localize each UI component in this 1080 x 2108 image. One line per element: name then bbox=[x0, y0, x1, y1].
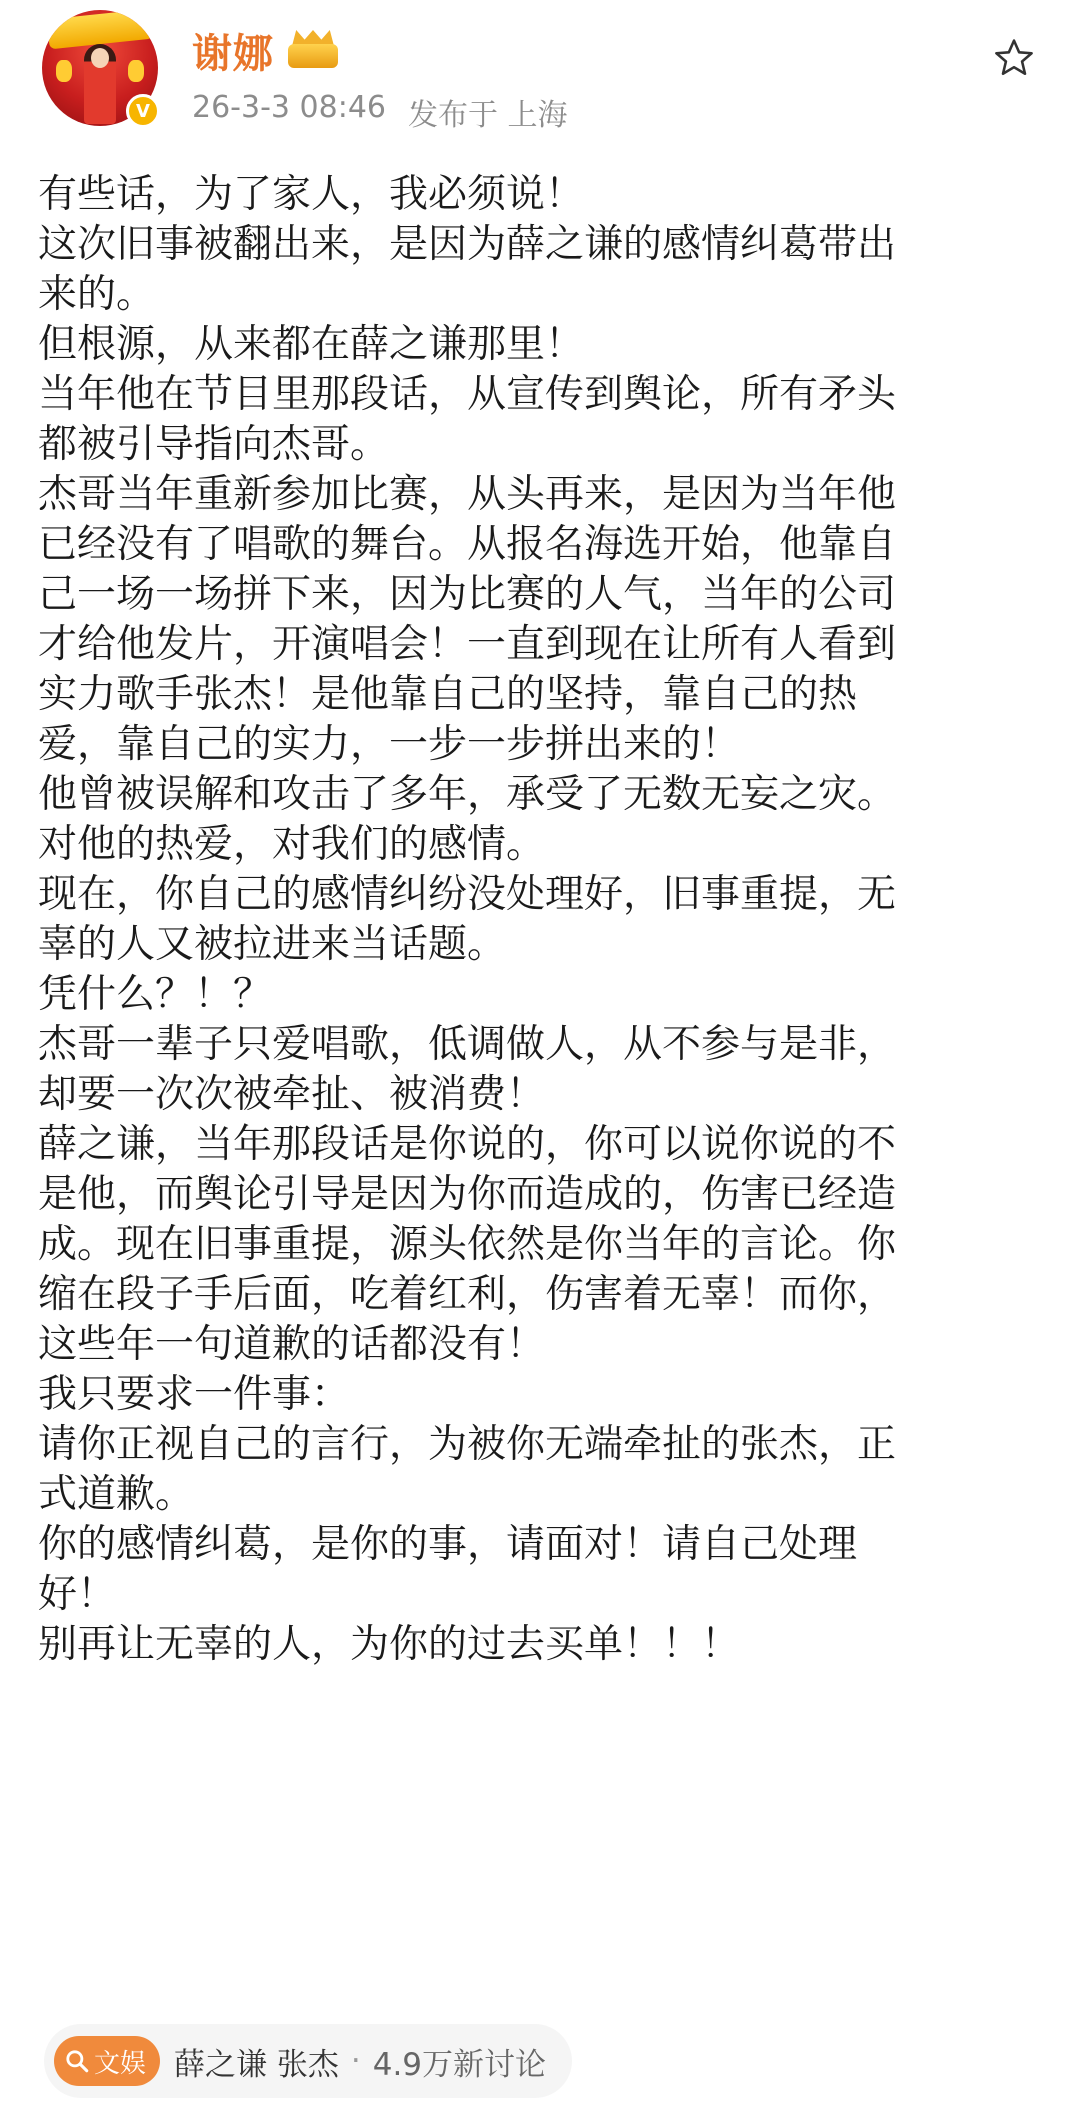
topic-discussion-count: 4.9万新讨论 bbox=[372, 2046, 547, 2083]
post-text-line: 凭什么？！？ bbox=[38, 972, 273, 1017]
post-text-line: 对他的热爱，对我们的感情。 bbox=[38, 822, 546, 867]
author-name[interactable]: 谢娜 bbox=[192, 30, 274, 77]
avatar-face bbox=[91, 48, 109, 68]
post-text-line: 有些话，为了家人，我必须说！ bbox=[38, 172, 585, 217]
vip-crown-icon[interactable] bbox=[288, 30, 338, 70]
post-text-line: 都被引导指向杰哥。 bbox=[38, 422, 390, 467]
verified-v-icon: V bbox=[126, 94, 160, 128]
post-text-line: 己一场一场拼下来，因为比赛的人气，当年的公司 bbox=[38, 572, 897, 617]
post-text-line: 来的。 bbox=[38, 272, 156, 317]
post-body bbox=[38, 170, 1048, 1670]
post-text-line: 这次旧事被翻出来，是因为薛之谦的感情纠葛带出 bbox=[38, 222, 897, 267]
post-text-line: 薛之谦，当年那段话是你说的，你可以说你说的不 bbox=[38, 1122, 897, 1167]
topic-category-label: 文娱 bbox=[94, 2048, 147, 2079]
vip-plate bbox=[288, 44, 338, 68]
avatar-lantern-decoration bbox=[128, 60, 144, 82]
post-text-line: 现在，你自己的感情纠纷没处理好，旧事重提，无 bbox=[38, 872, 897, 917]
post-text-line: 是他，而舆论引导是因为你而造成的，伤害已经造 bbox=[38, 1172, 897, 1217]
post-text-line: 式道歉。 bbox=[38, 1472, 195, 1517]
post-header bbox=[0, 0, 1080, 160]
post-text-line: 他曾被误解和攻击了多年，承受了无数无妄之灾。 bbox=[38, 772, 897, 817]
post-text-line: 你的感情纠葛，是你的事，请面对！请自己处理 bbox=[38, 1522, 858, 1567]
post-text-line: 实力歌手张杰！是他靠自己的坚持，靠自己的热 bbox=[38, 672, 858, 717]
avatar-lantern-decoration bbox=[56, 60, 72, 82]
post-timestamp: 26-3-3 08:46 bbox=[192, 90, 386, 125]
topic-chip[interactable] bbox=[44, 2024, 572, 2098]
post-text-line: 好！ bbox=[38, 1572, 117, 1617]
post-text-line: 爱，靠自己的实力，一步一步拼出来的！ bbox=[38, 722, 741, 767]
topic-separator: · bbox=[350, 2043, 361, 2079]
post-text-line: 缩在段子手后面，吃着红利，伤害着无辜！而你， bbox=[38, 1272, 897, 1317]
post-text-line: 杰哥一辈子只爱唱歌，低调做人，从不参与是非， bbox=[38, 1022, 897, 1067]
post-location: 发布于 上海 bbox=[408, 98, 568, 133]
post-text-line: 才给他发片，开演唱会！一直到现在让所有人看到 bbox=[38, 622, 897, 667]
author-row bbox=[192, 22, 338, 78]
post-text-line: 请你正视自己的言行，为被你无端牵扯的张杰，正 bbox=[38, 1422, 897, 1467]
post-text-line: 当年他在节目里那段话，从宣传到舆论，所有矛头 bbox=[38, 372, 897, 417]
post-text-line: 成。现在旧事重提，源头依然是你当年的言论。你 bbox=[38, 1222, 897, 1267]
post-text-line: 我只要求一件事： bbox=[38, 1372, 351, 1417]
post-text-line: 杰哥当年重新参加比赛，从头再来，是因为当年他 bbox=[38, 472, 897, 517]
topic-text bbox=[174, 2039, 546, 2084]
post-text-line: 但根源，从来都在薛之谦那里！ bbox=[38, 322, 585, 367]
post-meta bbox=[192, 90, 568, 134]
topic-names: 薛之谦 张杰 bbox=[174, 2046, 339, 2083]
star-outline-icon bbox=[992, 36, 1036, 80]
post-text-line: 已经没有了唱歌的舞台。从报名海选开始，他靠自 bbox=[38, 522, 897, 567]
post-text-line: 却要一次次被牵扯、被消费！ bbox=[38, 1072, 546, 1117]
post-text-line: 这些年一句道歉的话都没有！ bbox=[38, 1322, 546, 1367]
author-avatar-wrap[interactable] bbox=[42, 10, 158, 126]
search-icon bbox=[64, 2048, 90, 2074]
post-text-line: 辜的人又被拉进来当话题。 bbox=[38, 922, 507, 967]
favorite-button[interactable] bbox=[986, 30, 1042, 86]
post-text-line: 别再让无辜的人，为你的过去买单！！！ bbox=[38, 1622, 741, 1667]
topic-category-tag bbox=[54, 2036, 160, 2086]
